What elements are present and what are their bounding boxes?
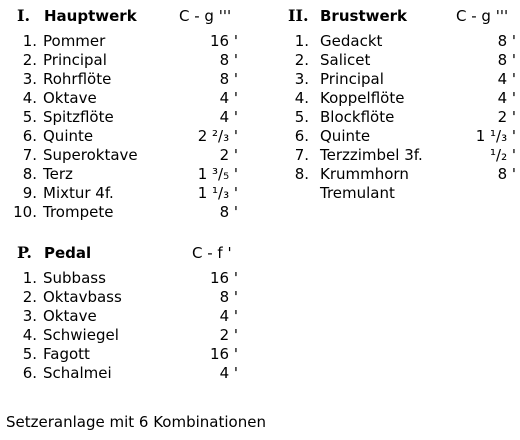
stop-number: 5.: [22, 345, 37, 363]
manual-title: Hauptwerk: [44, 7, 137, 25]
stop-name: Oktave: [43, 89, 97, 107]
stop-name: Spitzflöte: [43, 108, 114, 126]
manual-header: [288, 6, 520, 26]
stop-number: 9.: [22, 184, 37, 202]
stop-row: [0, 345, 250, 364]
stop-pitch: 4 ': [497, 70, 516, 88]
stop-row: [0, 51, 250, 70]
stop-number: 3.: [22, 70, 37, 88]
stop-row: [288, 108, 520, 127]
stop-number: 7.: [22, 146, 37, 164]
stop-list: [288, 32, 520, 184]
stop-number: 1.: [22, 32, 37, 50]
stop-name: Subbass: [43, 269, 106, 287]
stop-pitch: 8 ': [219, 288, 238, 306]
stop-pitch: 8 ': [219, 51, 238, 69]
stop-number: 7.: [294, 146, 309, 164]
stop-number: 4.: [294, 89, 309, 107]
stop-row: [0, 108, 250, 127]
stop-row: [288, 146, 520, 165]
stop-row: [288, 165, 520, 184]
stop-number: 1.: [294, 32, 309, 50]
stop-row: [0, 70, 250, 89]
stop-name: Rohrflöte: [43, 70, 112, 88]
stop-row: [288, 70, 520, 89]
stop-number: 8.: [294, 165, 309, 183]
manual-numeral: P.: [17, 243, 32, 262]
manual-numeral: II.: [288, 6, 309, 25]
stop-name: Krummhorn: [320, 165, 409, 183]
stop-pitch: 2 ²/₃ ': [197, 127, 238, 145]
stop-number: 3.: [294, 70, 309, 88]
stop-row: [288, 127, 520, 146]
stop-pitch: 8 ': [497, 165, 516, 183]
stop-pitch: 16 ': [210, 32, 238, 50]
stop-pitch: ¹/₂ ': [490, 146, 516, 164]
stop-pitch: 4 ': [497, 89, 516, 107]
manual-range: C - f ': [192, 244, 232, 262]
manual-header: [0, 243, 250, 263]
manual-hauptwerk: [0, 6, 250, 222]
stop-number: 2.: [22, 51, 37, 69]
stop-number: 5.: [294, 108, 309, 126]
stop-row: [0, 165, 250, 184]
tremulant-line: [288, 184, 520, 203]
manual-range: C - g ''': [456, 7, 509, 25]
stop-row: [0, 288, 250, 307]
stop-pitch: 8 ': [497, 51, 516, 69]
stop-number: 10.: [13, 203, 37, 221]
stop-number: 2.: [294, 51, 309, 69]
stop-pitch: 4 ': [219, 307, 238, 325]
stop-pitch: 4 ': [219, 108, 238, 126]
stop-row: [0, 307, 250, 326]
stop-pitch: 2 ': [219, 146, 238, 164]
stop-number: 8.: [22, 165, 37, 183]
stop-name: Oktave: [43, 307, 97, 325]
stop-name: Schalmei: [43, 364, 112, 382]
manual-title: Pedal: [44, 244, 92, 262]
manual-numeral: I.: [17, 6, 31, 25]
stop-row: [0, 203, 250, 222]
manual-brustwerk: [288, 6, 520, 203]
stop-row: [0, 184, 250, 203]
stop-row: [0, 146, 250, 165]
stop-row: [288, 32, 520, 51]
stop-row: [0, 89, 250, 108]
stop-pitch: 2 ': [219, 326, 238, 344]
stop-pitch: 1 ³/₅ ': [197, 165, 238, 183]
manual-range: C - g ''': [179, 7, 232, 25]
stop-pitch: 4 ': [219, 89, 238, 107]
manual-pedal: [0, 243, 250, 383]
stop-number: 6.: [22, 364, 37, 382]
stop-name: Terzzimbel 3f.: [320, 146, 423, 164]
stop-number: 5.: [22, 108, 37, 126]
stop-name: Quinte: [320, 127, 371, 145]
stop-pitch: 1 ¹/₃ ': [475, 127, 516, 145]
stop-name: Koppelflöte: [320, 89, 405, 107]
stop-pitch: 4 ': [219, 364, 238, 382]
stop-pitch: 8 ': [219, 70, 238, 88]
stop-number: 6.: [294, 127, 309, 145]
tremulant-label: Tremulant: [320, 184, 395, 202]
stop-name: Pommer: [43, 32, 106, 50]
stop-pitch: 1 ¹/₃ ': [197, 184, 238, 202]
stop-name: Trompete: [43, 203, 114, 221]
stop-row: [0, 269, 250, 288]
manual-title: Brustwerk: [320, 7, 408, 25]
stop-list: [0, 32, 250, 222]
stop-name: Gedackt: [320, 32, 383, 50]
stop-number: 4.: [22, 89, 37, 107]
stop-name: Oktavbass: [43, 288, 122, 306]
stop-pitch: 2 ': [497, 108, 516, 126]
stop-name: Schwiegel: [43, 326, 119, 344]
manual-header: [0, 6, 250, 26]
stop-number: 4.: [22, 326, 37, 344]
stop-name: Terz: [43, 165, 73, 183]
stop-row: [288, 89, 520, 108]
stop-pitch: 16 ': [210, 269, 238, 287]
stop-list: [0, 269, 250, 383]
stop-name: Fagott: [43, 345, 90, 363]
stop-number: 1.: [22, 269, 37, 287]
stop-row: [0, 364, 250, 383]
stop-pitch: 16 ': [210, 345, 238, 363]
stop-name: Superoktave: [43, 146, 138, 164]
stop-name: Mixtur 4f.: [43, 184, 114, 202]
stop-name: Principal: [43, 51, 107, 69]
stop-number: 2.: [22, 288, 37, 306]
stop-pitch: 8 ': [497, 32, 516, 50]
stop-row: [0, 32, 250, 51]
stop-name: Quinte: [43, 127, 94, 145]
combination-system-note: Setzeranlage mit 6 Kombinationen: [6, 413, 266, 431]
stop-number: 3.: [22, 307, 37, 325]
stop-pitch: 8 ': [219, 203, 238, 221]
stop-row: [288, 51, 520, 70]
stop-name: Salicet: [320, 51, 371, 69]
stop-row: [0, 326, 250, 345]
stop-name: Blockflöte: [320, 108, 395, 126]
stop-number: 6.: [22, 127, 37, 145]
stop-name: Principal: [320, 70, 384, 88]
stop-row: [0, 127, 250, 146]
